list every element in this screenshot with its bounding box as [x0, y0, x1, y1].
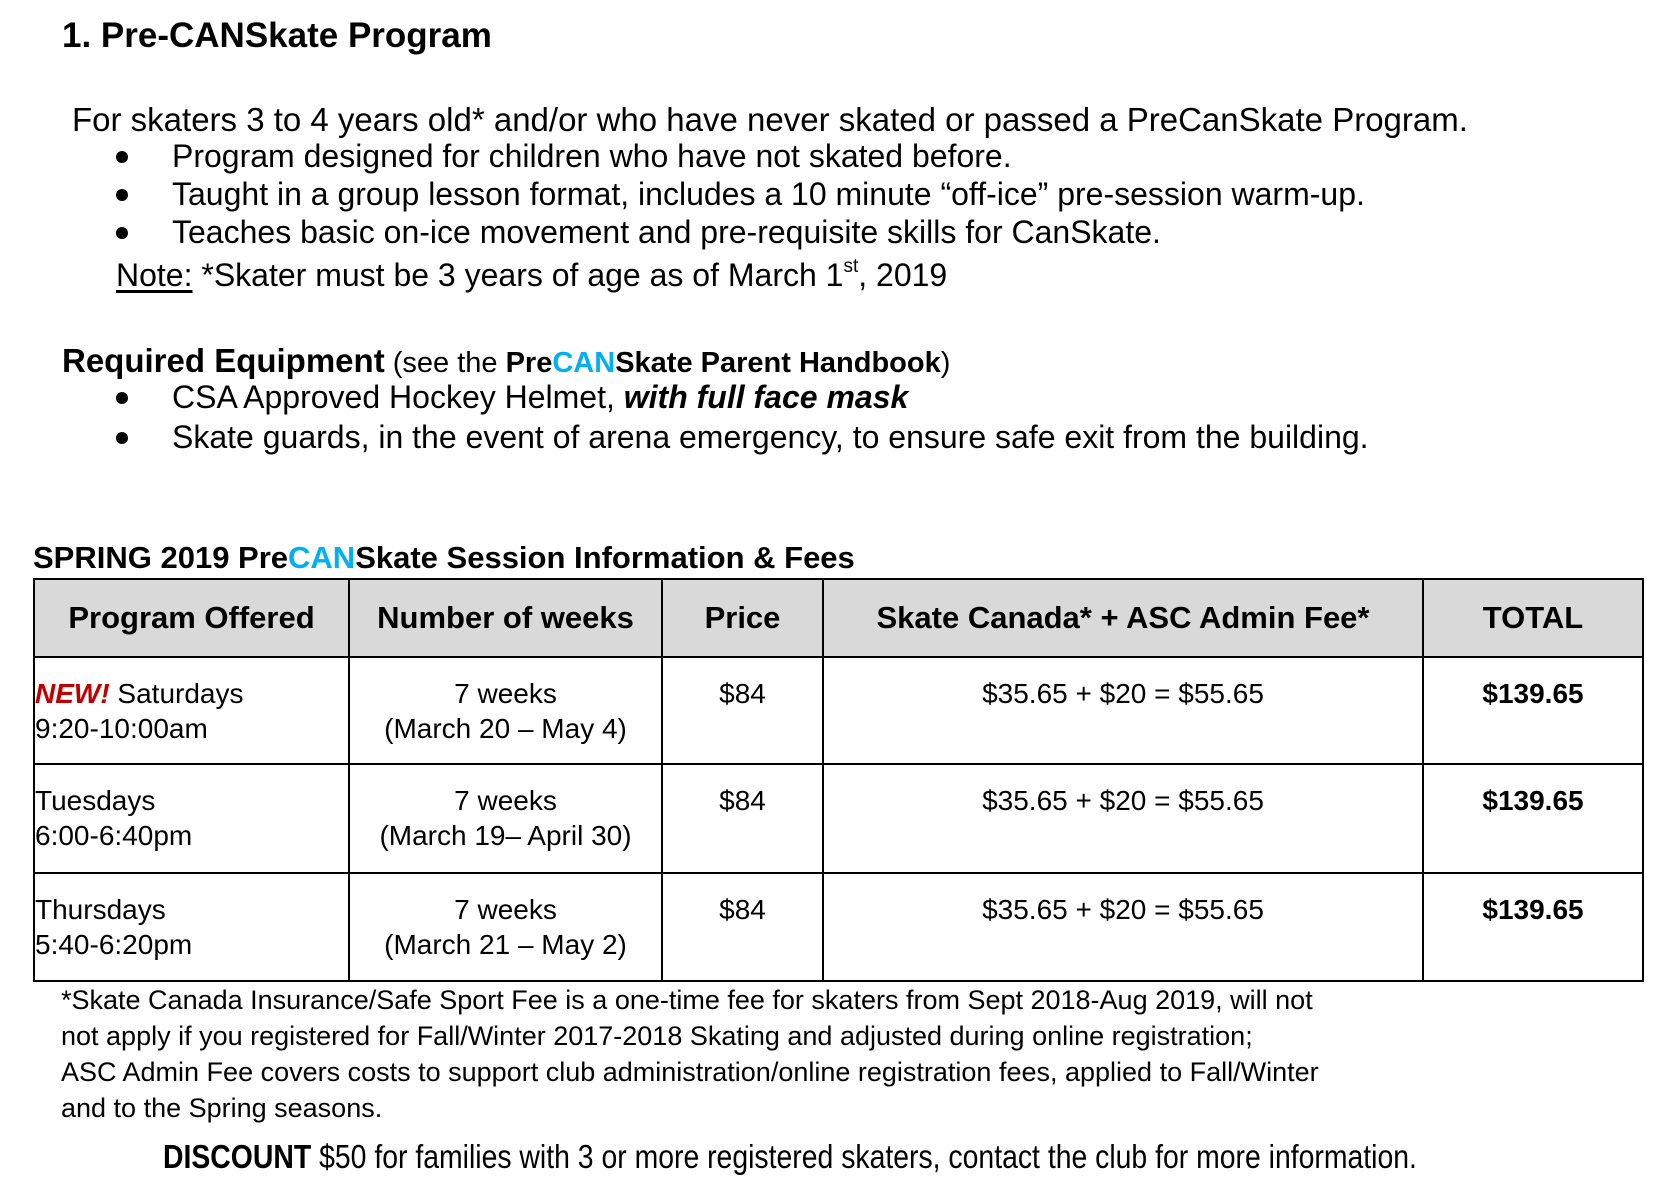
age-note — [116, 256, 947, 294]
bullet-text: Program designed for children who have not skated before. — [172, 138, 1012, 174]
fee-footnote: *Skate Canada Insurance/Safe Sport Fee is a one-time fee for skaters from Sept 2018-Aug 2019, will not not apply if you registered for Fall/Winter 2017-2018 Skating and adjusted during online registration; ASC Admin Fee covers costs to support club administration/online registration fees, applied to Fall/Winter and to the Spring seasons. — [61, 985, 1319, 1123]
bullet-text: Teaches basic on-ice movement and pre-requisite skills for CanSkate. — [172, 214, 1161, 250]
bullet-icon — [116, 189, 128, 201]
note-label: Note: — [116, 257, 193, 293]
price-cell: $84 — [662, 873, 823, 981]
header-price: Price — [662, 579, 823, 657]
note-text: *Skater must be 3 years of age as of March 1 — [192, 257, 844, 293]
table-title: SPRING 2019 PreCANSkate Session Information & Fees — [33, 540, 855, 575]
table-row — [34, 764, 1643, 873]
program-cell: Thursdays 5:40-6:20pm — [34, 873, 349, 981]
new-badge: NEW! — [35, 678, 110, 709]
bullet-icon — [116, 432, 128, 444]
program-cell: Tuesdays 6:00-6:40pm — [34, 764, 349, 873]
total-cell: $139.65 — [1423, 873, 1643, 981]
fees-cell: $35.65 + $20 = $55.65 — [823, 764, 1423, 873]
handbook-ref: PreCANSkate Parent Handbook — [505, 347, 941, 379]
family-discount — [163, 1138, 1417, 1176]
required-equipment-heading: Required Equipment (see the PreCANSkate Parent Handbook) — [62, 342, 951, 379]
table-row — [34, 873, 1643, 981]
discount-label: DISCOUNT — [163, 1138, 312, 1175]
program-intro: For skaters 3 to 4 years old* and/or who have never skated or passed a PreCanSkate Program. — [72, 101, 1468, 138]
table-row — [34, 657, 1643, 764]
bullet-icon — [116, 392, 128, 404]
price-cell: $84 — [662, 764, 823, 873]
note-year: , 2019 — [858, 257, 948, 293]
weeks-cell: 7 weeks (March 21 – May 2) — [349, 873, 662, 981]
program-cell: NEW! Saturdays 9:20-10:00am — [34, 657, 349, 764]
price-cell: $84 — [662, 657, 823, 764]
note-superscript: st — [843, 256, 859, 277]
weeks-cell: 7 weeks (March 19– April 30) — [349, 764, 662, 873]
equipment-title: Required Equipment — [62, 342, 385, 379]
bullet-icon — [116, 227, 128, 239]
discount-text: $50 for families with 3 or more registered skaters, contact the club for more information. — [311, 1138, 1417, 1175]
bullet-text: Taught in a group lesson format, includes a 10 minute “off-ice” pre-session warm-up. — [172, 176, 1365, 212]
header-program: Program Offered — [34, 579, 349, 657]
total-cell: $139.65 — [1423, 657, 1643, 764]
face-mask-emphasis: with full face mask — [623, 379, 909, 415]
fees-cell: $35.65 + $20 = $55.65 — [823, 873, 1423, 981]
bullet-icon — [116, 151, 128, 163]
weeks-cell: 7 weeks (March 20 – May 4) — [349, 657, 662, 764]
page-heading: 1. Pre-CANSkate Program — [62, 16, 492, 55]
fees-cell: $35.65 + $20 = $55.65 — [823, 657, 1423, 764]
header-total: TOTAL — [1423, 579, 1643, 657]
session-fees-table — [33, 578, 1644, 982]
table-header-row — [34, 579, 1643, 657]
header-weeks: Number of weeks — [349, 579, 662, 657]
total-cell: $139.65 — [1423, 764, 1643, 873]
header-fees: Skate Canada* + ASC Admin Fee* — [823, 579, 1423, 657]
